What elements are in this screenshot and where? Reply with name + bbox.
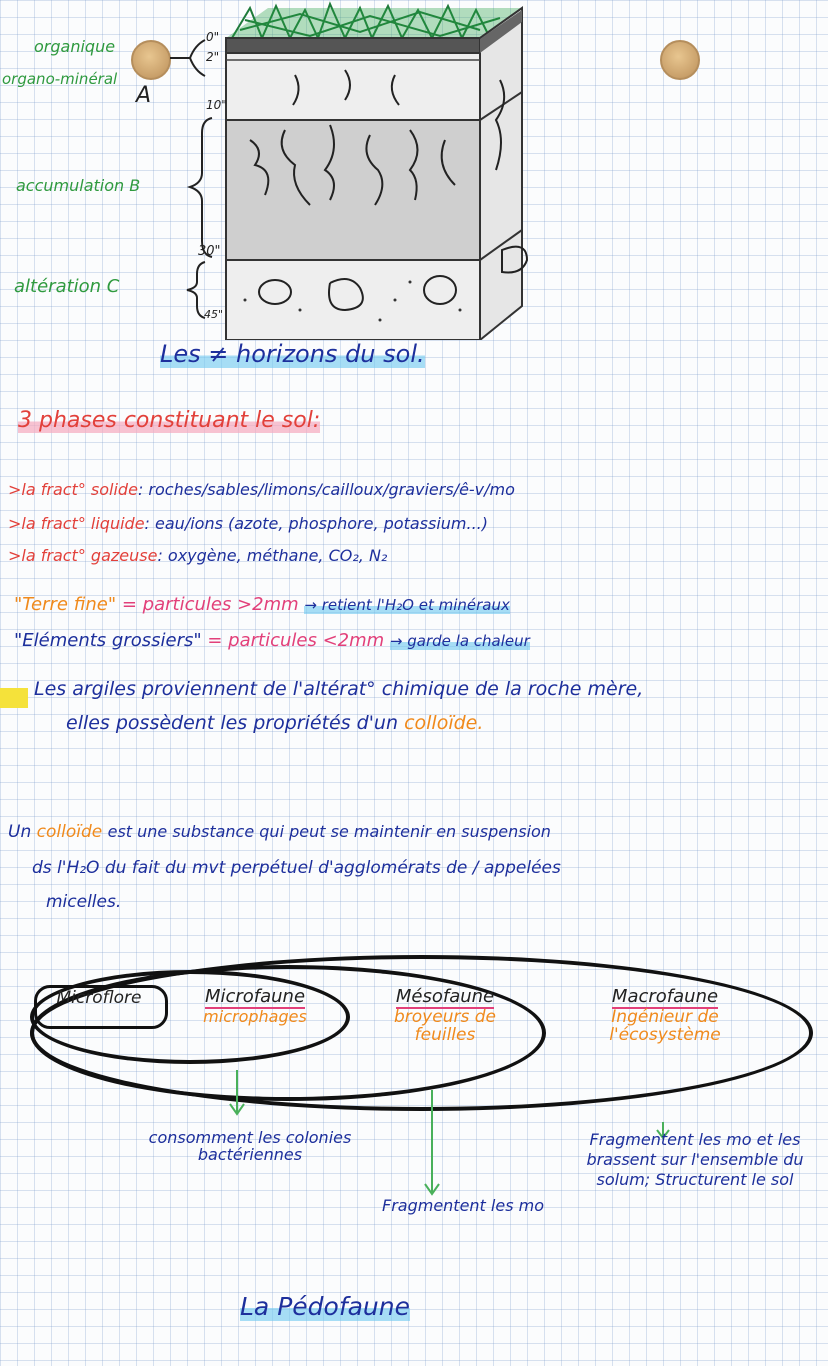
argiles-line-2 xyxy=(66,712,483,734)
label-alteration: altération C xyxy=(14,276,120,297)
group-microfaune-name: Microfaune xyxy=(204,986,306,1007)
group-microflore: Microflore xyxy=(56,988,142,1008)
phases-title: 3 phases constituant le sol: xyxy=(18,408,321,433)
elements-grossiers-def: = particules <2mm xyxy=(207,630,385,651)
group-macrofaune-sub: Ingénieur de l'écosystème xyxy=(609,1006,721,1045)
binder-hole-right xyxy=(660,40,700,80)
group-microfaune xyxy=(180,988,330,1026)
elements-grossiers-result: → garde la chaleur xyxy=(389,632,530,650)
colloide-word: colloïde. xyxy=(404,712,484,734)
depth-label: 30" xyxy=(198,244,221,259)
label-horizon-a: A xyxy=(136,83,152,108)
phase-name: >la fract° solide xyxy=(8,480,138,499)
colloide-line-1 xyxy=(8,822,551,842)
group-microfaune-sub: microphages xyxy=(203,1006,307,1026)
depth-label: 0" xyxy=(206,30,220,44)
depth-label: 45" xyxy=(204,308,224,321)
phase-line-liquide xyxy=(8,514,488,533)
terre-fine-def: = particules >2mm xyxy=(121,594,299,615)
note-macrofaune: Fragmentent les mo et les brassent sur l'ensemble du solum; Structurent le sol xyxy=(586,1130,804,1189)
colloide-line-3: micelles. xyxy=(46,892,122,912)
terre-fine-term: "Terre fine" xyxy=(14,594,117,615)
elements-grossiers-line xyxy=(14,630,530,651)
group-mesofaune-sub: broyeurs de feuilles xyxy=(394,1006,496,1045)
label-organique: organique xyxy=(34,37,116,56)
argiles-line-1: Les argiles proviennent de l'altérat° chimique de la roche mère, xyxy=(34,678,644,700)
pedofaune-title: La Pédofaune xyxy=(240,1292,411,1321)
group-macrofaune-name: Macrofaune xyxy=(611,986,719,1007)
depth-label: 2" xyxy=(206,50,220,64)
phase-value: : roches/sables/limons/cailloux/graviers/ê-v/mo xyxy=(137,480,515,499)
phase-name: >la fract° gazeuse xyxy=(8,546,158,565)
argiles-line-2-text: elles possèdent les propriétés d'un xyxy=(66,712,399,734)
colloide-line-2: ds l'H₂O du fait du mvt perpétuel d'agglomérats de ∕ appelées xyxy=(32,858,561,878)
phase-line-gazeuse xyxy=(8,546,387,565)
elements-grossiers-term: "Eléments grossiers" xyxy=(14,630,202,651)
colloide-rest: est une substance qui peut se maintenir en suspension xyxy=(107,822,551,841)
phase-line-solide xyxy=(8,480,515,499)
yellow-marker xyxy=(0,688,28,708)
depth-label: 10" xyxy=(206,98,227,112)
group-mesofaune-name: Mésofaune xyxy=(395,986,495,1007)
colloide-word: colloïde xyxy=(36,822,103,842)
terre-fine-result: → retient l'H₂O et minéraux xyxy=(304,596,510,614)
phase-value: : oxygène, méthane, CO₂, N₂ xyxy=(157,546,388,565)
phase-name: >la fract° liquide xyxy=(8,514,145,533)
diagram-caption: Les ≠ horizons du sol. xyxy=(160,340,425,368)
colloide-prefix: Un xyxy=(8,822,32,842)
group-mesofaune xyxy=(370,988,520,1045)
phase-value: : eau/ions (azote, phosphore, potassium...) xyxy=(144,514,488,533)
note-microfaune: consomment les colonies bactériennes xyxy=(148,1128,352,1164)
note-mesofaune: Fragmentent les mo xyxy=(381,1196,544,1215)
terre-fine-line xyxy=(14,594,510,615)
group-macrofaune xyxy=(580,988,750,1045)
label-accumulation: accumulation B xyxy=(16,176,141,195)
label-organo-mineral: organo-minéral xyxy=(2,70,118,88)
